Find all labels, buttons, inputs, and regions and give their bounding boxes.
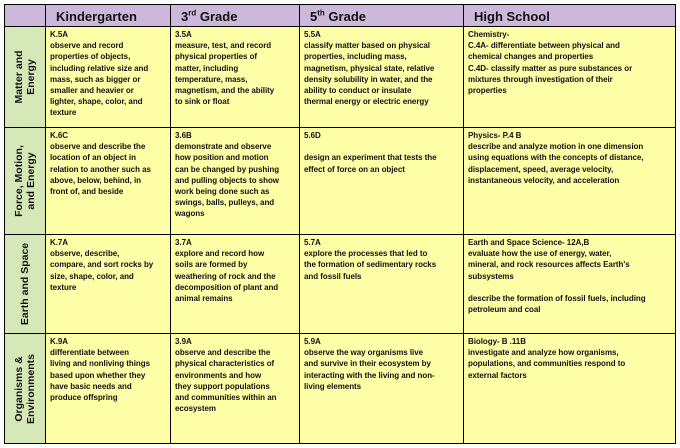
cell-earth-grade5: 5.7A explore the processes that led to the formation of sedimentary rocks and fossil fuels: [300, 235, 463, 333]
standards-table: [4, 4, 676, 444]
row-label-earth-space: Earth and Space: [5, 235, 45, 333]
cell-organisms-grade5: 5.9A observe the way organisms live and survive in their ecosystem by interacting with the living and non- living elements: [300, 334, 463, 443]
header-grade-5: [300, 5, 463, 26]
header-kindergarten: [46, 5, 170, 26]
row-label-organisms-environments: Organisms & Environments: [5, 334, 45, 443]
cell-force-grade5: 5.6D design an experiment that tests the effect of force on an object: [300, 128, 463, 234]
cell-force-high-school: Physics- P.4 B describe and analyze motion in one dimension using equations with the concepts of distance, displacement, speed, average velocity, instantaneous velocity, and acceleration: [464, 128, 675, 234]
grade5-number: 5: [310, 9, 318, 24]
corner-cell: [5, 5, 45, 26]
row-label-force-motion-energy: Force, Motion, and Energy: [5, 128, 45, 234]
cell-organisms-high-school: Biology- B .11B investigate and analyze how organisms, populations, and communities respond to external factors: [464, 334, 675, 443]
cell-earth-grade3: 3.7A explore and record how soils are formed by weathering of rock and the decomposition of plant and animal remains: [171, 235, 299, 333]
header-grade-3: [171, 5, 299, 26]
cell-matter-high-school: Chemistry- C.4A- differentiate between physical and chemical changes and properties C.4D- classify matter as pure substances or mixtures through investigation of their properties: [464, 27, 675, 127]
grade3-word: Grade: [199, 9, 238, 24]
row-label-matter-energy: Matter and Energy: [5, 27, 45, 127]
cell-matter-grade3: 3.5A measure, test, and record physical properties of matter, including temperature, mass, magnetism, and the ability to sink or float: [171, 27, 299, 127]
cell-earth-high-school: Earth and Space Science- 12A,B evaluate how the use of energy, water, mineral, and rock resources affects Earth's subsystems describe the formation of fossil fuels, including petroleum and coal: [464, 235, 675, 333]
cell-organisms-grade3: 3.9A observe and describe the physical characteristics of environments and how they support populations and communities within an ecosystem: [171, 334, 299, 443]
header-high-school: [464, 5, 675, 26]
cell-matter-kindergarten: K.5A observe and record properties of objects, including relative size and mass, such as bigger or smaller and heavier or lighter, shape, color, and texture: [46, 27, 170, 127]
grade3-number: 3: [181, 9, 189, 24]
grade5-suffix: th: [317, 8, 325, 18]
header-kindergarten-label: Kindergarten: [56, 9, 137, 24]
cell-force-grade3: 3.6B demonstrate and observe how position and motion can be changed by pushing and pulling objects to show work being done such as swings, balls, pulleys, and wagons: [171, 128, 299, 234]
header-high-school-label: High School: [474, 9, 550, 24]
grade5-word: Grade: [328, 9, 366, 24]
cell-earth-kindergarten: K.7A observe, describe, compare, and sort rocks by size, shape, color, and texture: [46, 235, 170, 333]
cell-force-kindergarten: K.6C observe and describe the location of an object in relation to another such as above, below, behind, in front of, and beside: [46, 128, 170, 234]
cell-organisms-kindergarten: K.9A differentiate between living and nonliving things based upon whether they have basic needs and produce offspring: [46, 334, 170, 443]
cell-matter-grade5: 5.5A classify matter based on physical properties, including mass, magnetism, physical state, relative density solubility in water, and the ability to conduct or insulate thermal energy or electric energy: [300, 27, 463, 127]
grade3-suffix: rd: [188, 8, 197, 18]
